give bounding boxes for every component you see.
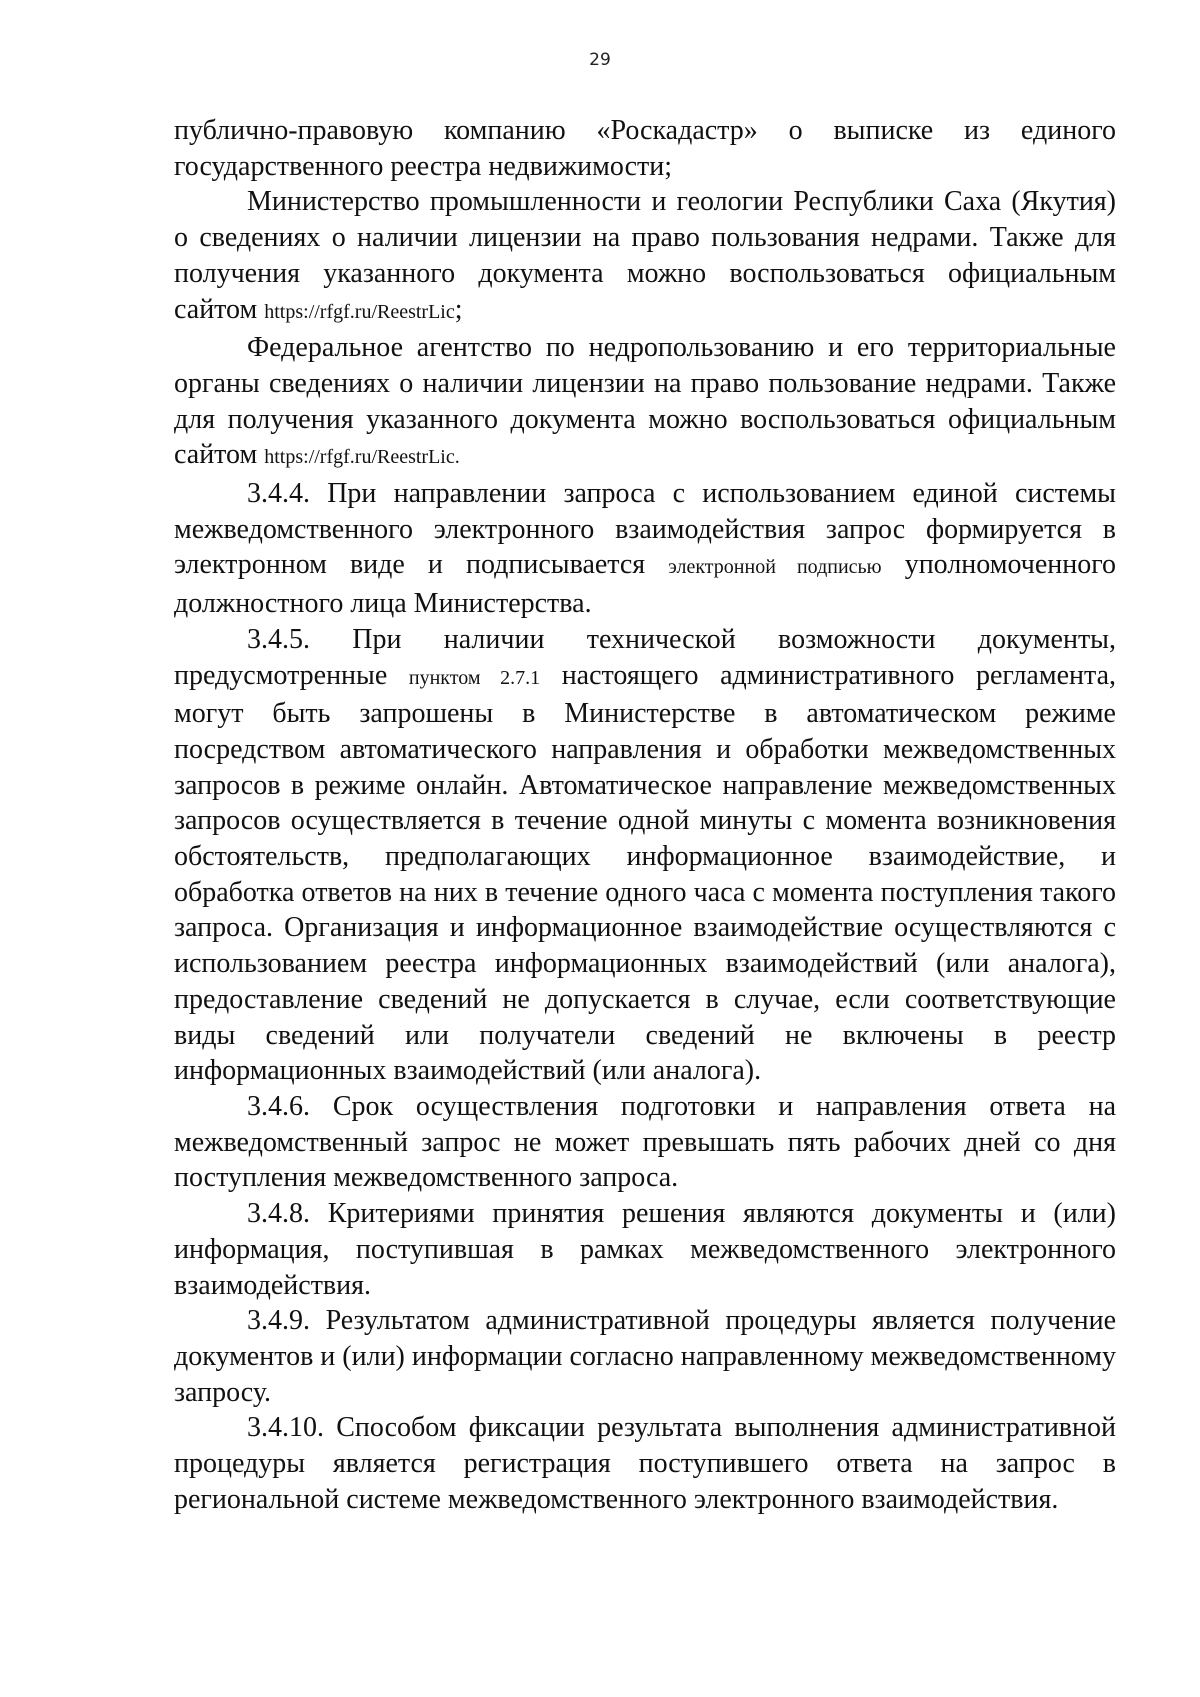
paragraph-3-4-6 (174, 1089, 1116, 1196)
paragraph-federal-agency (174, 330, 1116, 476)
paragraph-3-4-10 (174, 1410, 1116, 1517)
paragraph-3-4-5 (174, 622, 1116, 1089)
paragraph-3-4-8 (174, 1196, 1116, 1303)
paragraph-text: 3.4.4. При направлении запроса с использованием единой системы межведомственного электронного взаимодействия запрос формируется в электронном виде и подписывается (174, 478, 1116, 581)
paragraph-text: 3.4.9. Результатом административной процедуры является получение документов и (или) информации согласно направленному межведомственному запросу. (174, 1305, 1116, 1408)
paragraph-text: 3.4.8. Критериями принятия решения являются документы и (или) информация, поступившая в рамках межведомственного электронного взаимодействия. (174, 1198, 1116, 1301)
paragraph-3-4-9 (174, 1303, 1116, 1410)
registry-url: https://rfgf.ru/ReestrLic (264, 300, 455, 323)
paragraph-text: Министерство промышленности и геологии Республики Саха (Якутия) о сведениях о наличии лицензии на право пользования недрами. Также для получения указанного документа можно воспользоваться официальным сайтом (174, 186, 1116, 325)
paragraph-text: 3.4.5. При наличии технической возможности документы, предусмотренные (174, 623, 1116, 691)
document-body (174, 113, 1116, 1517)
paragraph-text: 3.4.6. Срок осуществления подготовки и направления ответа на межведомственный запрос не может превышать пять рабочих дней со дня поступления межведомственного запроса. (174, 1090, 1116, 1194)
paragraph-text: настоящего административного регламента, могут быть запрошены в Министерстве в автоматическом режиме посредством автоматического направления и обработки межведомственных запросов в режиме онлайн. Автоматическое направление межведомственных запросов осуществляется в течение одной минуты с момента возникновения обстоятельств, предполагающих информационное взаимодействие, и обработка ответов на них в течение одного часа с момента поступления такого запроса. Организация и информационное взаимодействие осуществляются с использованием реестра информационных взаимодействий (или аналога), предоставление сведений не допускается в случае, если соответствующие виды сведений или получатели сведений не включены в реестр информационных взаимодействий (или аналога). (174, 659, 1116, 1087)
paragraph-punctuation: ; (454, 293, 463, 325)
registry-url: https://rfgf.ru/ReestrLic. (264, 446, 460, 469)
paragraph-text: 3.4.10. Способом фиксации результата выполнения административной процедуры является регистрация поступившего ответа на запрос в региональной системе межведомственного электронного взаимодействия. (174, 1412, 1116, 1515)
paragraph-text: уполномоченного должностного лица Министерства. (174, 549, 1116, 620)
paragraph-3-4-4 (174, 476, 1116, 622)
page-number: 29 (589, 50, 611, 70)
paragraph-ministry-industry (174, 184, 1116, 330)
paragraph-text: публично-правовую компанию «Роскадастр» о выписке из единого государственного реестра недвижимости; (174, 115, 1116, 182)
paragraph-small-text: электронной подписью (668, 556, 882, 579)
paragraph-rosreestr (174, 113, 1116, 184)
paragraph-text: Федеральное агентство по недропользованию и его территориальные органы сведениях о наличии лицензии на право пользование недрами. Также для получения указанного документа можно воспользоваться официальным сайтом (174, 332, 1116, 471)
paragraph-small-text: пунктом 2.7.1 (408, 666, 541, 689)
